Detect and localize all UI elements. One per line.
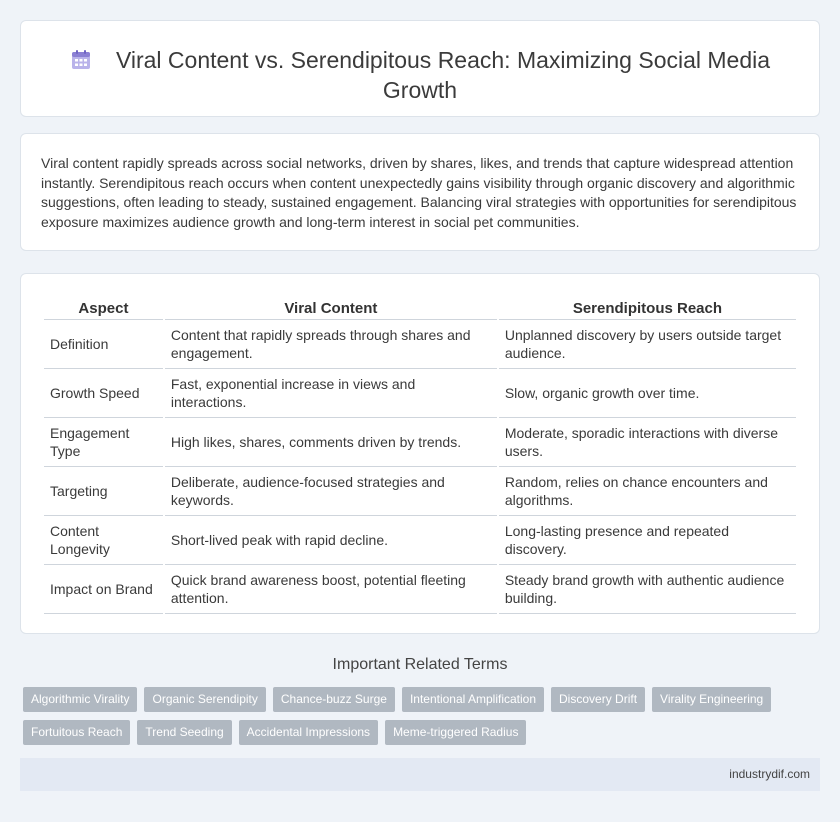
comparison-card: [20, 273, 820, 634]
related-term-tag[interactable]: Organic Serendipity: [144, 687, 265, 712]
table-row: [44, 565, 796, 614]
comparison-table: [42, 296, 798, 614]
related-term-tag[interactable]: Trend Seeding: [137, 720, 231, 745]
page-title-text: Viral Content vs. Serendipitous Reach: Maximizing Social Media Growth: [115, 47, 771, 103]
header-aspect: Aspect: [44, 296, 163, 320]
table-row: [44, 320, 796, 369]
intro-paragraph: Viral content rapidly spreads across social networks, driven by shares, likes, and trends that capture widespread attention instantly. Serendipitous reach occurs when content unexpectedly gains visibility through organic discovery and algorithmic suggestions, often leading to steady, sustained engagement. Balancing viral strategies with opportunities for serendipitous exposure maximizes audience growth and long-term interest in social pet communities.: [41, 155, 797, 230]
serendipitous-cell: Moderate, sporadic interactions with diverse users.: [499, 418, 796, 467]
calendar-icon: [70, 49, 92, 71]
aspect-cell: Impact on Brand: [44, 565, 163, 614]
related-term-tag[interactable]: Intentional Amplification: [402, 687, 544, 712]
table-header-row: [44, 296, 796, 320]
related-term-tag[interactable]: Chance-buzz Surge: [273, 687, 395, 712]
viral-cell: Deliberate, audience-focused strategies and keywords.: [165, 467, 497, 516]
aspect-cell: Growth Speed: [44, 369, 163, 418]
serendipitous-cell: Unplanned discovery by users outside target audience.: [499, 320, 796, 369]
related-term-tag[interactable]: Accidental Impressions: [239, 720, 378, 745]
related-term-tag[interactable]: Discovery Drift: [551, 687, 645, 712]
viral-cell: Fast, exponential increase in views and interactions.: [165, 369, 497, 418]
viral-cell: High likes, shares, comments driven by trends.: [165, 418, 497, 467]
table-row: [44, 418, 796, 467]
related-terms-heading: Important Related Terms: [332, 656, 508, 673]
serendipitous-cell: Slow, organic growth over time.: [499, 369, 796, 418]
aspect-cell: Definition: [44, 320, 163, 369]
intro-card: [20, 133, 820, 251]
aspect-cell: Targeting: [44, 467, 163, 516]
table-row: [44, 516, 796, 565]
related-term-tag[interactable]: Meme-triggered Radius: [385, 720, 526, 745]
serendipitous-cell: Random, relies on chance encounters and algorithms.: [499, 467, 796, 516]
header-viral-content: Viral Content: [165, 296, 497, 320]
serendipitous-cell: Steady brand growth with authentic audience building.: [499, 565, 796, 614]
related-term-tag[interactable]: Virality Engineering: [652, 687, 771, 712]
header-serendipitous-reach: Serendipitous Reach: [499, 296, 796, 320]
related-terms-list: [23, 687, 803, 745]
viral-cell: Short-lived peak with rapid decline.: [165, 516, 497, 565]
serendipitous-cell: Long-lasting presence and repeated discovery.: [499, 516, 796, 565]
footer: [20, 758, 820, 791]
header-card: [20, 20, 820, 117]
table-row: [44, 369, 796, 418]
related-term-tag[interactable]: Fortuitous Reach: [23, 720, 130, 745]
footer-site-link[interactable]: industrydif.com: [729, 767, 810, 781]
viral-cell: Quick brand awareness boost, potential fleeting attention.: [165, 565, 497, 614]
related-term-tag[interactable]: Algorithmic Virality: [23, 687, 137, 712]
viral-cell: Content that rapidly spreads through shares and engagement.: [165, 320, 497, 369]
table-row: [44, 467, 796, 516]
page-title: [51, 45, 789, 105]
aspect-cell: Engagement Type: [44, 418, 163, 467]
aspect-cell: Content Longevity: [44, 516, 163, 565]
